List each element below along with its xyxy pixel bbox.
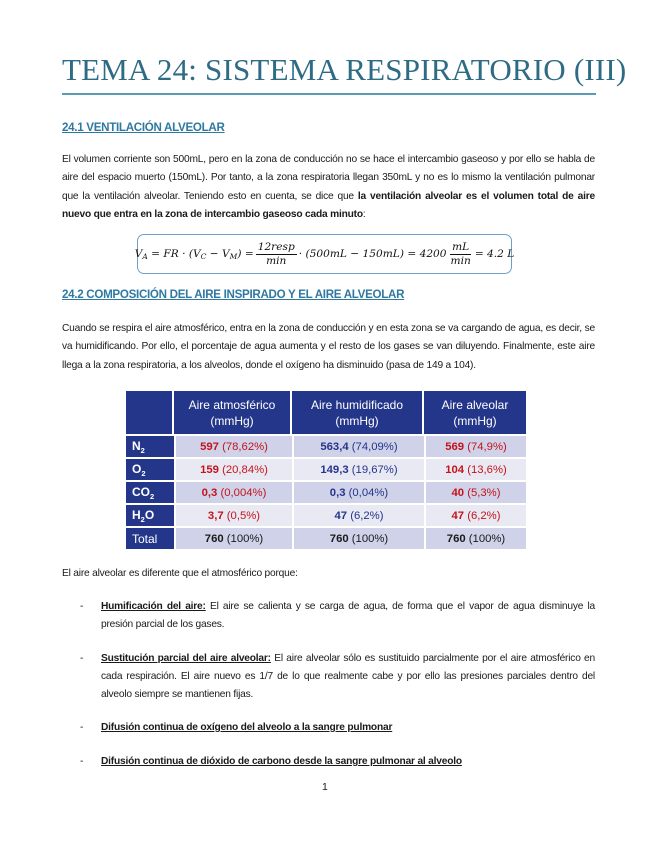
formula-vc-sub: C (200, 251, 207, 261)
cell-alveolar (424, 457, 526, 480)
formula-minus: − V (206, 247, 230, 260)
row-label-sub: 2 (140, 445, 145, 455)
bullet-text (101, 650, 595, 705)
bullet-label: Humificación del aire: (101, 601, 206, 612)
cell-humidificado (292, 434, 424, 457)
bullet-body: El aire alveolar sólo es sustituido parcialmente por el aire atmosférico en cada respiración. El aire nuevo es 1/7 de lo que realmente cabe y por ello las presiones parciales dentro del alveolo siempre se mantienen fijas. (101, 653, 595, 701)
cell-value: 0,3 (329, 486, 346, 499)
table-row (126, 434, 526, 457)
cell-value: 104 (445, 463, 465, 476)
formula-fraction-resp (256, 241, 297, 268)
cell-percent: (74,09%) (348, 440, 398, 453)
gas-composition-table (126, 391, 526, 549)
page-number: 1 (322, 781, 328, 793)
row-label (126, 434, 174, 457)
paragraph-ventilacion-colon: : (362, 209, 366, 221)
formula-va: V (134, 247, 143, 260)
header-line1: Aire alveolar (441, 397, 509, 412)
cell-value: 0,3 (201, 486, 218, 499)
formula-frac1-den: min (266, 254, 287, 267)
cell-value: 563,4 (320, 440, 349, 453)
section-heading-ventilacion: 24.1 VENTILACIÓN ALVEOLAR (62, 121, 225, 134)
cell-percent: (0,5%) (223, 509, 261, 522)
row-label (126, 526, 174, 549)
formula-lhs (135, 248, 254, 261)
bullet-dash: - (80, 653, 84, 664)
cell-atmosferico (174, 457, 292, 480)
paragraph-composicion: Cuando se respira el aire atmosférico, entra en la zona de conducción y en esta zona se va cargando de agua, es decir, se va humidificando. Por ello, el porcentaje de agua aumenta y el resto de los gases se van diluyendo. Finalmente, este aire llega a la zona respiratoria, a los alveolos, donde el oxígeno ha disminuido (pasa de 149 a 104). (62, 323, 595, 371)
cell-value: 3,7 (207, 509, 224, 522)
paragraph-ventilacion-definition: la ventilación alveolar es el volumen total de aire nuevo que entra en la zona de intercambio gaseoso cada minuto (62, 190, 595, 221)
cell-percent: (6,2%) (347, 509, 384, 522)
title-underline-rule (62, 93, 596, 95)
formula-va-sub: A (142, 251, 148, 261)
cell-percent: (20,84%) (218, 463, 268, 476)
row-label-text: N (132, 438, 141, 453)
bullet-label: Difusión continua de dióxido de carbono desde la sangre pulmonar al alveolo (101, 756, 462, 767)
cell-value: 760 (446, 532, 466, 545)
cell-percent: (74,9%) (464, 440, 507, 453)
row-label-text: Total (132, 531, 158, 546)
row-label-text: O (132, 461, 142, 476)
formula-frac2-den: min (450, 254, 471, 267)
bullet-dash: - (80, 722, 84, 733)
formula-result: = 4.2 L (474, 248, 515, 260)
cell-value: 760 (204, 532, 224, 545)
cell-percent: (0,004%) (217, 486, 267, 499)
cell-percent: (5,3%) (464, 486, 501, 499)
cell-alveolar (424, 526, 526, 549)
table-header-humidificado (292, 391, 424, 434)
row-label-sub: 2 (150, 491, 155, 501)
cell-alveolar (424, 434, 526, 457)
header-line2: (mmHg) (453, 413, 497, 428)
cell-humidificado (292, 526, 424, 549)
table-header-row (126, 391, 526, 434)
header-line1: Aire atmosférico (188, 397, 276, 412)
table-header-corner (126, 391, 174, 434)
header-line2: (mmHg) (210, 413, 254, 428)
formula-fr: = FR · (V (147, 247, 201, 260)
bullet-text (101, 598, 595, 634)
bullet-dash: - (80, 601, 84, 612)
cell-value: 597 (200, 440, 219, 453)
table-header-alveolar (424, 391, 526, 434)
cell-value: 760 (329, 532, 349, 545)
row-label-sub: 2 (141, 468, 146, 478)
row-label-text: H (132, 507, 141, 522)
bullet-text (101, 719, 595, 737)
cell-value: 40 (451, 486, 465, 499)
row-label-sub: 2 (140, 514, 145, 524)
table-row (126, 480, 526, 503)
table-row (126, 457, 526, 480)
row-label (126, 480, 174, 503)
cell-alveolar (424, 480, 526, 503)
table-row (126, 503, 526, 526)
cell-percent: (100%) (223, 532, 264, 545)
row-label-text: CO (132, 484, 150, 499)
cell-atmosferico (174, 480, 292, 503)
formula-vm-sub: M (229, 251, 238, 261)
cell-humidificado (292, 480, 424, 503)
cell-humidificado (292, 457, 424, 480)
cell-atmosferico (174, 526, 292, 549)
page-title: TEMA 24: SISTEMA RESPIRATORIO (III) (62, 52, 627, 87)
cell-percent: (19,67%) (348, 463, 398, 476)
formula-middle: · (500mL − 150mL) = 4200 (298, 248, 447, 260)
formula-box (134, 234, 515, 274)
cell-percent: (100%) (348, 532, 389, 545)
formula-fraction-ml (449, 241, 473, 268)
table-header-atmosferico (174, 391, 292, 434)
cell-alveolar (424, 503, 526, 526)
bullet-text (101, 753, 595, 771)
paragraph-diferencias-intro: El aire alveolar es diferente que el atmosférico porque: (62, 568, 298, 579)
cell-value: 47 (451, 509, 465, 522)
paragraph-ventilacion-text: El volumen corriente son 500mL, pero en la zona de conducción no se hace el intercambio gaseoso y por ello se habla de aire del espacio muerto (150mL). Por tanto, a la zona respiratoria llegan 350mL y no es lo mismo la ventilación pulmonar que la ventilación alveolar. Teniendo esto en cuenta, se dice que (62, 154, 595, 202)
cell-value: 569 (445, 440, 465, 453)
formula-close: ) = (237, 247, 254, 260)
bullet-label: Difusión continua de oxígeno del alveolo a la sangre pulmonar (101, 722, 393, 733)
formula-frac1-num: 12resp (257, 240, 295, 253)
cell-value: 159 (200, 463, 219, 476)
section-heading-composicion: 24.2 COMPOSICIÓN DEL AIRE INSPIRADO Y EL AIRE ALVEOLAR (62, 288, 405, 301)
formula-frac2-num: mL (452, 240, 470, 253)
table-row (126, 526, 526, 549)
bullet-dash: - (80, 756, 84, 767)
cell-percent: (0,04%) (345, 486, 389, 499)
cell-value: 149,3 (320, 463, 349, 476)
cell-humidificado (292, 503, 424, 526)
cell-percent: (6,2%) (464, 509, 501, 522)
cell-value: 47 (334, 509, 348, 522)
row-label (126, 457, 174, 480)
paragraph-ventilacion (62, 151, 595, 225)
bullet-body: El aire se calienta y se carga de agua, de forma que el vapor de agua disminuye la presión parcial de los gases. (101, 601, 595, 631)
row-label (126, 503, 174, 526)
row-label-tail: O (144, 507, 155, 522)
cell-percent: (13,6%) (464, 463, 507, 476)
cell-atmosferico (174, 434, 292, 457)
header-line2: (mmHg) (335, 413, 379, 428)
bullet-label: Sustitución parcial del aire alveolar: (101, 653, 271, 664)
header-line1: Aire humidificado (310, 397, 404, 412)
cell-atmosferico (174, 503, 292, 526)
cell-percent: (100%) (465, 532, 506, 545)
cell-percent: (78,62%) (218, 440, 268, 453)
